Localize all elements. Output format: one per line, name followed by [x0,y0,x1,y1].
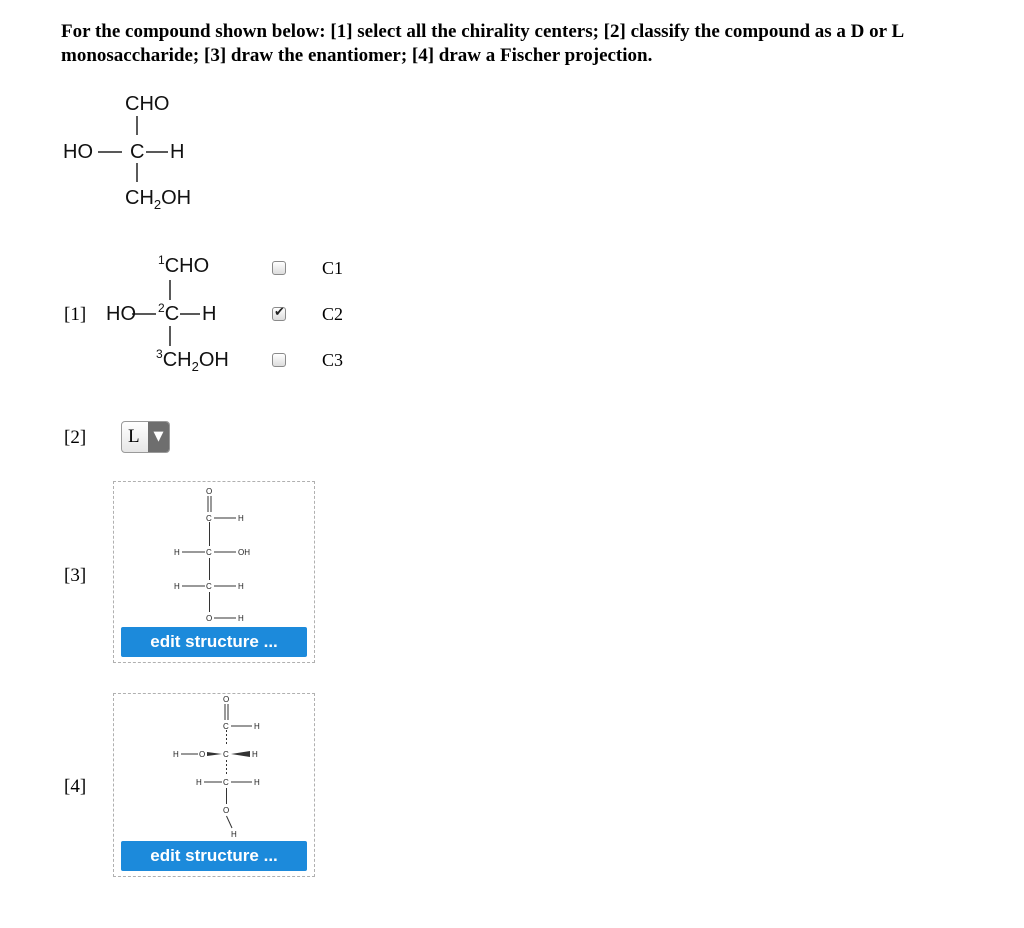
fischer-h3: H [252,750,258,759]
checkbox-c1[interactable] [272,261,286,275]
part4-label: [4] [64,776,87,797]
select-value: L [128,426,140,447]
cho-group: CHO [125,93,170,115]
enantiomer-structure-box [113,481,315,663]
c2-h: H [202,303,217,325]
enantiomer-o-bottom: O [206,614,213,623]
fischer-h1: H [254,722,260,731]
checkbox-c2[interactable] [272,307,286,321]
numbered-structure [104,252,264,376]
checkbox-c1-label: C1 [322,258,344,278]
fischer-o-bottom: O [223,806,230,815]
question-text: For the compound shown below: [1] select all the chirality centers; [2] classify the compound as a D or L monosaccharide; [3] draw the enantiomer; [4] draw a Fischer projection. [61,21,904,66]
enantiomer-h5: H [238,614,244,623]
dl-classification-select[interactable] [121,421,170,453]
ch2oh-group: $CH_2OH$ [125,187,192,212]
fischer-h2: H [173,750,179,759]
enantiomer-h2: H [174,548,180,557]
enantiomer-c1: C [206,514,212,523]
chevron-down-icon[interactable]: ▼ [148,422,169,452]
fischer-structure-box [113,693,315,877]
fischer-h5: H [254,778,260,787]
checkbox-c2-label: C2 [322,304,344,324]
fischer-h6: H [231,830,237,839]
edit-fischer-button[interactable]: edit structure ... [121,841,307,871]
compound-structure [60,92,220,212]
fischer-h4: H [196,778,202,787]
enantiomer-h4: H [238,582,244,591]
fischer-c1: C [223,722,229,731]
c2-carbon: $^2$C [158,301,180,325]
checkbox-c3-label: C3 [322,350,344,370]
enantiomer-h1: H [238,514,244,523]
enantiomer-o-top: O [206,487,213,496]
part1-label: [1] [64,304,87,325]
h-atom: H [170,141,185,163]
enantiomer-c2: C [206,548,212,557]
fischer-c2: C [223,750,229,759]
part2-label: [2] [64,427,87,448]
enantiomer-oh: OH [238,548,250,557]
enantiomer-h3: H [174,582,180,591]
carbon-atom: C [130,141,145,163]
c3-group: $^3CH_2OH$ [156,347,229,374]
ho-group: HO [63,141,93,163]
c1-group: $^1$CHO [158,253,210,277]
fischer-c3: C [223,778,229,787]
fischer-o-top: O [223,695,230,704]
edit-enantiomer-button[interactable]: edit structure ... [121,627,307,657]
part3-label: [3] [64,565,87,586]
fischer-o-left: O [199,750,206,759]
c2-ho: HO [106,303,136,325]
checkbox-c3[interactable] [272,353,286,367]
enantiomer-c3: C [206,582,212,591]
